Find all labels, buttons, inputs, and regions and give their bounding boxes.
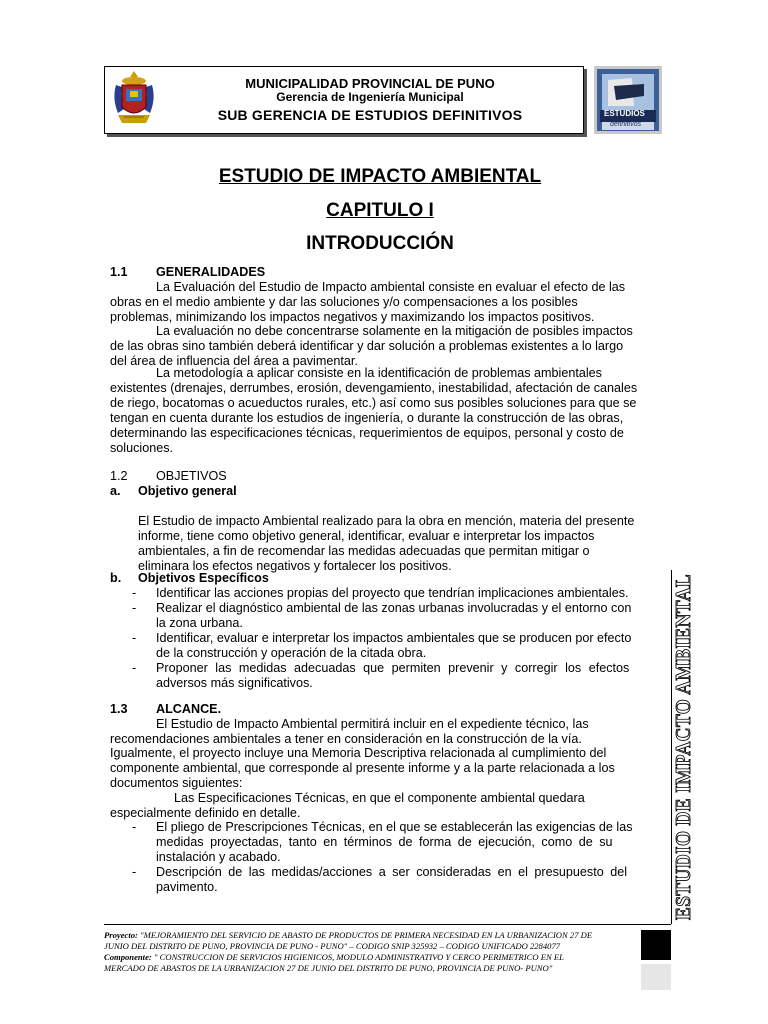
section-number: 1.2: [110, 469, 128, 483]
dash-bullet: -: [132, 661, 137, 675]
text-line: La evaluación no debe concentrarse solamente en la mitigación de posibles impactos: [156, 324, 633, 338]
footer-text: [104, 930, 634, 974]
paragraph: [110, 717, 651, 747]
text-line: La Evaluación del Estudio de Impacto ambiental consiste en evaluar el efecto de las: [156, 280, 626, 294]
paragraph: [138, 514, 651, 574]
footer-line: [104, 930, 634, 941]
list-item: [128, 661, 651, 691]
subsection-title: Objetivo general: [138, 484, 237, 498]
section-number: 1.3: [110, 702, 128, 716]
footer-project-text-2: JUNIO DEL DISTRITO DE PUNO, PROVINCIA DE PUNO - PUNO" – CODIGO SNIP 325932 – CODIGO UNIFICADO 2284077: [104, 941, 561, 951]
footer-gray-square: [641, 964, 671, 990]
text-line: existentes (drenajes, derrumbes, erosión, devengamiento, inestabilidad, afectación de canales: [110, 381, 638, 395]
list-item: [128, 865, 651, 895]
footer-line: [104, 952, 634, 963]
paragraph: [110, 324, 651, 369]
footer-component-label: Componente:: [104, 952, 152, 962]
text-line: eliminara los efectos negativos y fortalecer los positivos.: [138, 559, 452, 573]
text-line: adversos más significativos.: [156, 676, 313, 690]
dash-bullet: -: [132, 820, 137, 834]
paragraph: [110, 746, 651, 791]
text-line: soluciones.: [110, 441, 174, 455]
text-line: Las Especificaciones Técnicas, en que el componente ambiental quedara: [174, 791, 585, 805]
subsection-label: a.: [110, 484, 121, 498]
subsection-title: Objetivos Específicos: [138, 571, 269, 585]
dash-bullet: -: [132, 631, 137, 645]
text-line: recomendaciones ambientales a tener en consideración en la construcción de la vía.: [110, 732, 582, 746]
section-title: ALCANCE.: [156, 702, 222, 716]
text-line: tengan en cuenta durante los estudios de ingeniería, o durante la construcción de las obras,: [110, 411, 624, 425]
footer-rule: [104, 924, 671, 925]
side-vertical-label: [669, 571, 697, 923]
text-line: Descripción de las medidas/acciones a ser consideradas en el presupuesto del: [156, 865, 628, 879]
paragraph: [110, 280, 651, 325]
dash-bullet: -: [132, 865, 137, 879]
text-line: especialmente definido en detalle.: [110, 806, 301, 820]
section-title: GENERALIDADES: [156, 265, 266, 279]
text-line: instalación y acabado.: [156, 850, 281, 864]
text-line: de riego, bocatomas o acueductos rurales, etc.) así como sus posibles soluciones para que se: [110, 396, 637, 410]
text-line: ambientales, a fin de recomendar las medidas adecuadas que permitan mitigar o: [138, 544, 590, 558]
header-subdepartment: SUB GERENCIA DE ESTUDIOS DEFINITIVOS: [217, 107, 523, 123]
text-line: problemas, minimizando los impactos negativos y maximizando los impactos positivos.: [110, 310, 595, 324]
text-line: informe, tiene como objetivo general, identificar, evaluar e interpretar los impactos: [138, 529, 595, 543]
text-line: Identificar, evaluar e interpretar los impactos ambientales que se producen por efecto: [156, 631, 632, 645]
text-line: de la construcción y operación de la citada obra.: [156, 646, 427, 660]
section-heading: INTRODUCCIÓN: [306, 233, 454, 254]
list-item: [128, 820, 651, 865]
estudios-logo: [594, 66, 662, 134]
text-line: El pliego de Prescripciones Técnicas, en el que se establecerán las exigencias de las: [156, 820, 633, 834]
logo-text-top: ESTUDIOS: [604, 109, 645, 118]
chapter-title: CAPITULO I: [326, 200, 434, 221]
text-line: del área de influencia del área a pavimentar.: [110, 354, 358, 368]
footer-project-text: "MEJORAMIENTO DEL SERVICIO DE ABASTO DE PRODUCTOS DE PRIMERA NECESIDAD EN LA URBANIZACION 27 DE: [140, 930, 593, 940]
paragraph: [110, 791, 651, 821]
document-title: ESTUDIO DE IMPACTO AMBIENTAL: [218, 166, 542, 187]
section-number: 1.1: [110, 265, 128, 279]
text-line: Igualmente, el proyecto incluye una Memoria Descriptiva relacionada al cumplimiento del: [110, 746, 607, 760]
logo-text-bottom: definitivos: [610, 121, 642, 128]
text-line: determinando las especificaciones técnicas, requerimientos de equipos, personal y costo de: [110, 426, 624, 440]
municipal-crest-icon: [108, 69, 160, 129]
text-line: Identificar las acciones propias del proyecto que tendrían implicaciones ambientales.: [156, 586, 629, 600]
footer-component-text: " CONSTRUCCION DE SERVICIOS HIGIENICOS, MODULO ADMINISTRATIVO Y CERCO PERIMETRICO EN EL: [153, 952, 564, 962]
list-item: [128, 586, 651, 601]
text-line: documentos siguientes:: [110, 776, 243, 790]
section-title: OBJETIVOS: [156, 469, 227, 483]
side-label-text: ESTUDIO DE IMPACTO AMBIENTAL: [671, 571, 695, 920]
header-municipality: MUNICIPALIDAD PROVINCIAL DE PUNO: [245, 76, 495, 91]
text-line: Realizar el diagnóstico ambiental de las zonas urbanas involucradas y el entorno con: [156, 601, 632, 615]
dash-bullet: -: [132, 586, 137, 600]
text-line: componente ambiental, que corresponde al presente informe y a la parte relacionada a los: [110, 761, 615, 775]
text-line: El Estudio de Impacto Ambiental permitirá incluir en el expediente técnico, las: [156, 717, 589, 731]
footer-component-text-2: MERCADO DE ABASTOS DE LA URBANIZACION 27 DE JUNIO DEL DISTRITO DE PUNO, PROVINCIA DE PUNO- PUNO": [104, 963, 553, 973]
list-item: [128, 631, 651, 661]
subsection-label: b.: [110, 571, 122, 585]
text-line: de las obras sino también deberá identificar y dar solución a problemas existentes a lo largo: [110, 339, 624, 353]
footer-black-square: [641, 930, 671, 960]
bullet-list: [128, 586, 651, 691]
text-line: medidas proyectadas, tanto en términos de forma de ejecución, como de su: [156, 835, 613, 849]
list-item: [128, 601, 651, 631]
dash-bullet: -: [132, 601, 137, 615]
footer-project-label: Proyecto:: [104, 930, 138, 940]
text-line: pavimento.: [156, 880, 218, 894]
text-line: obras en el medio ambiente y dar las soluciones y/o compensaciones a los posibles: [110, 295, 578, 309]
text-line: la zona urbana.: [156, 616, 243, 630]
bullet-list: [128, 820, 651, 895]
text-line: Proponer las medidas adecuadas que permiten prevenir y corregir los efectos: [156, 661, 630, 675]
text-line: La metodología a aplicar consiste en la identificación de problemas ambientales: [156, 366, 602, 380]
text-line: El Estudio de impacto Ambiental realizado para la obra en mención, materia del presente: [138, 514, 635, 528]
paragraph: [110, 366, 651, 456]
header-department: Gerencia de Ingeniería Municipal: [276, 90, 464, 104]
